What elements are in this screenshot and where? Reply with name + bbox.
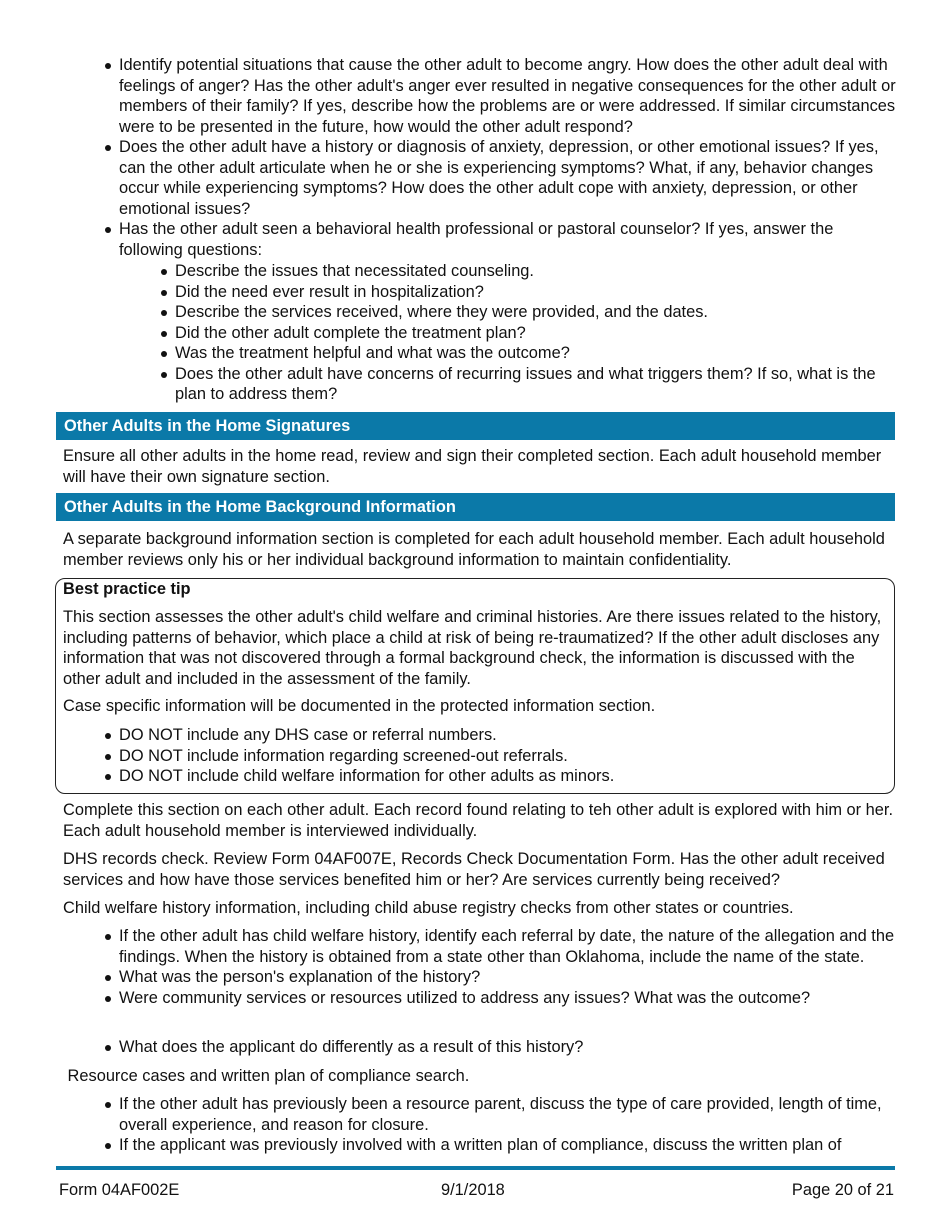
list-item: Were community services or resources utilized to address any issues? What was the outcome?: [119, 988, 896, 1009]
list-item: If the applicant was previously involved with a written plan of compliance, discuss the written plan of: [119, 1135, 896, 1156]
list-item: Does the other adult have concerns of recurring issues and what triggers them? If so, what is the plan to address them?: [175, 364, 896, 405]
list-item: Describe the issues that necessitated counseling.: [175, 261, 896, 282]
background-heading: Other Adults in the Home Background Information: [56, 493, 895, 521]
list-item: What was the person's explanation of the history?: [119, 967, 896, 988]
signatures-heading: Other Adults in the Home Signatures: [56, 412, 895, 440]
tip-paragraph: Case specific information will be documented in the protected information section.: [63, 697, 656, 715]
paragraph: Resource cases and written plan of compliance search.: [63, 1067, 470, 1085]
list-item: Does the other adult have a history or diagnosis of anxiety, depression, or other emotional issues? If yes, can the other adult articulate when he or she is experiencing symptoms? What, if any, behavior changes occur while experiencing symptoms? How does the other adult cope with anxiety, depression, or other emotional issues?: [119, 137, 896, 219]
list-item: What does the applicant do differently as a result of this history?: [119, 1037, 896, 1058]
resource-bullets: [0, 1094, 950, 1156]
list-item: If the other adult has child welfare history, identify each referral by date, the nature of the allegation and the findings. When the history is obtained from a state other than Oklahoma, include the name of the state.: [119, 927, 895, 966]
paragraph: DHS records check. Review Form 04AF007E, Records Check Documentation Form. Has the other adult received services and how have those services benefited him or her? Are services currently being received?: [63, 850, 885, 889]
list-item: DO NOT include any DHS case or referral numbers.: [119, 725, 896, 746]
list-item: DO NOT include child welfare information for other adults as minors.: [119, 766, 896, 787]
footer-page-number: Page 20 of 21: [791, 1181, 894, 1199]
signatures-text: Ensure all other adults in the home read, review and sign their completed section. Each adult household member will have their own signature section.: [63, 447, 882, 486]
child-welfare-bullets: [0, 926, 950, 1008]
paragraph: Complete this section on each other adult. Each record found relating to teh other adult is explored with him or her. Each adult household member is interviewed individually.: [63, 801, 894, 840]
list-item: Did the need ever result in hospitalization?: [175, 282, 896, 303]
list-item: If the other adult has previously been a resource parent, discuss the type of care provided, length of time, overall experience, and reason for closure.: [119, 1094, 896, 1135]
background-text: A separate background information section is completed for each adult household member. Each adult household member reviews only his or her individual background information to maintain confidentiality.: [63, 530, 885, 569]
footer-form-number: Form 04AF002E: [59, 1181, 180, 1199]
tip-bullets: [0, 725, 950, 787]
footer-divider: [56, 1166, 895, 1170]
counseling-sub-questions: [0, 261, 950, 405]
list-item: Describe the services received, where they were provided, and the dates.: [175, 302, 896, 323]
list-item: Did the other adult complete the treatment plan?: [175, 323, 896, 344]
tip-title: Best practice tip: [63, 580, 191, 598]
list-item: DO NOT include information regarding screened-out referrals.: [119, 746, 896, 767]
list-item: Was the treatment helpful and what was the outcome?: [175, 343, 896, 364]
tip-paragraph: This section assesses the other adult's child welfare and criminal histories. Are there issues related to the history, including patterns of behavior, which place a child at risk of being re-traumatized? If the other adult discloses any information that was not discovered through a formal background check, the information is discussed with the other adult and included in the assessment of the family.: [63, 608, 882, 688]
paragraph: Child welfare history information, including child abuse registry checks from other states or countries.: [63, 899, 794, 917]
list-item: Identify potential situations that cause the other adult to become angry. How does the other adult deal with feelings of anger? Has the other adult's anger ever resulted in negative consequences for the other adult or members of their family? If yes, describe how the problems are or were addressed. If similar circumstances were to be presented in the future, how would the other adult respond?: [119, 56, 896, 136]
applicant-bullet: [0, 1037, 950, 1058]
emotional-health-questions: [0, 55, 950, 260]
footer-date: 9/1/2018: [441, 1181, 505, 1199]
list-item: Has the other adult seen a behavioral health professional or pastoral counselor? If yes, answer the following questions:: [119, 219, 896, 260]
